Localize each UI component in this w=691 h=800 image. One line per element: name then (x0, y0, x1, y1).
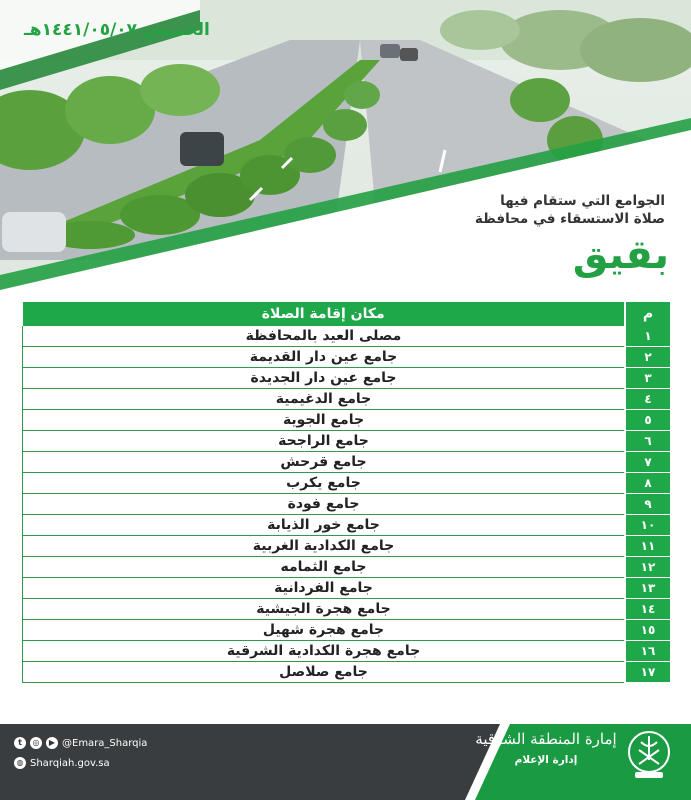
mosque-name: جامع الراجحة (23, 431, 626, 452)
row-number: ١٢ (625, 557, 670, 578)
row-number: ١٦ (625, 641, 670, 662)
mosque-name: جامع هجرة شهيل (23, 620, 626, 641)
subtitle (365, 192, 665, 228)
department-name: إدارة الإعلام (514, 754, 578, 766)
website-row[interactable] (14, 753, 147, 773)
website-link[interactable]: Sharqiah.gov.sa (30, 757, 110, 769)
row-number: ١٥ (625, 620, 670, 641)
mosque-name: جامع صلاصل (23, 662, 626, 683)
youtube-icon: ▶ (46, 737, 58, 749)
mosque-name: جامع عين دار القديمة (23, 347, 626, 368)
city-title: بقيق (572, 232, 669, 278)
col-place-header: مكان إقامة الصلاة (23, 302, 626, 326)
instagram-icon: ◎ (30, 737, 42, 749)
mosque-name: جامع هجرة الجيشية (23, 599, 626, 620)
table-row (23, 368, 671, 389)
org-block (471, 728, 621, 766)
subtitle-line-2: صلاة الاستسقاء في محافظة (474, 211, 665, 227)
mosque-name: جامع فودة (23, 494, 626, 515)
row-number: ١٣ (625, 578, 670, 599)
table-row (23, 473, 671, 494)
row-number: ١ (625, 326, 670, 347)
table-row (23, 578, 671, 599)
table-row (23, 389, 671, 410)
mosque-name: جامع يكرب (23, 473, 626, 494)
row-number: ١٧ (625, 662, 670, 683)
row-number: ٧ (625, 452, 670, 473)
table-row (23, 641, 671, 662)
table-row (23, 662, 671, 683)
row-number: ٦ (625, 431, 670, 452)
mosque-name: جامع الثمامه (23, 557, 626, 578)
row-number: ١٤ (625, 599, 670, 620)
mosque-name: جامع الدغيمية (23, 389, 626, 410)
row-number: ٢ (625, 347, 670, 368)
row-number: ١١ (625, 536, 670, 557)
twitter-icon: t (14, 737, 26, 749)
table-row (23, 599, 671, 620)
globe-icon: ◍ (14, 757, 26, 769)
mosque-name: جامع الفردانية (23, 578, 626, 599)
table-row (23, 620, 671, 641)
mosque-name: جامع الكدادية الغربية (23, 536, 626, 557)
subtitle-line-1: الجوامع التي ستقام فيها (500, 193, 665, 209)
twitter-row[interactable] (14, 733, 147, 753)
emblem-icon (625, 728, 673, 784)
table-body (23, 326, 671, 683)
mosque-name: جامع قرحش (23, 452, 626, 473)
mosques-table (22, 302, 670, 683)
table-row (23, 557, 671, 578)
table-row (23, 431, 671, 452)
mosque-name: جامع خور الذيابة (23, 515, 626, 536)
row-number: ٨ (625, 473, 670, 494)
col-number-header: م (625, 302, 670, 326)
row-number: ٥ (625, 410, 670, 431)
row-number: ٤ (625, 389, 670, 410)
mosque-name: مصلى العيد بالمحافظة (23, 326, 626, 347)
table-header-row (23, 302, 671, 326)
row-number: ١٠ (625, 515, 670, 536)
table-row (23, 347, 671, 368)
org-name: إمارة المنطقة الشرقية (475, 730, 617, 748)
table-row (23, 410, 671, 431)
row-number: ٣ (625, 368, 670, 389)
table-row (23, 494, 671, 515)
mosque-name: جامع هجرة الكدادية الشرقية (23, 641, 626, 662)
twitter-handle[interactable]: @Emara_Sharqia (62, 737, 148, 749)
mosque-name: جامع عين دار الجديدة (23, 368, 626, 389)
table-row (23, 452, 671, 473)
table-row (23, 515, 671, 536)
table-row (23, 536, 671, 557)
table-row (23, 326, 671, 347)
social-links (14, 733, 147, 773)
date-label: الخميس ١٤٤١/٠٥/٠٧هـ (24, 20, 210, 40)
row-number: ٩ (625, 494, 670, 515)
mosque-name: جامع الجوية (23, 410, 626, 431)
